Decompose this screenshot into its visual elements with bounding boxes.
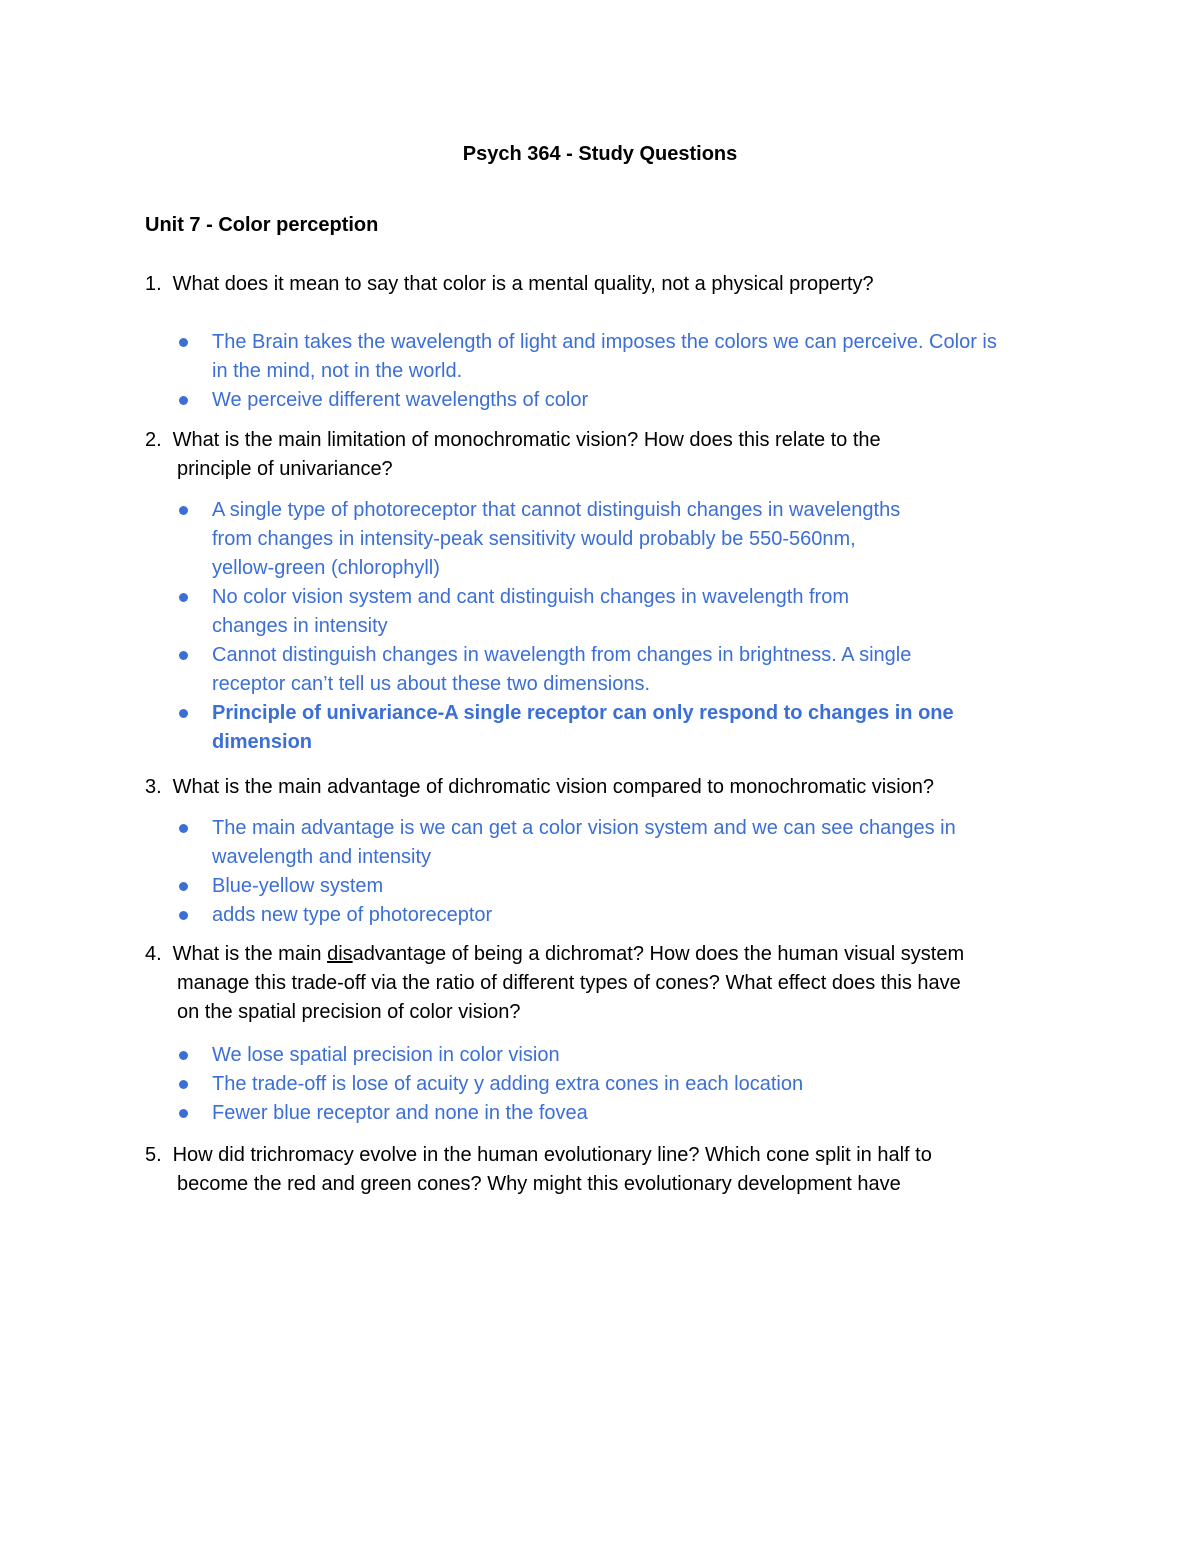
answer-item [178, 901, 1038, 930]
question-text: become the red and green cones? Why might this evolutionary development have [177, 1173, 901, 1195]
answer-line: The Brain takes the wavelength of light and imposes the colors we can perceive. Color is [212, 331, 997, 353]
answer-line: Cannot distinguish changes in wavelength from changes in brightness. A single [212, 644, 912, 666]
answer-line: Fewer blue receptor and none in the fovea [212, 1102, 588, 1124]
answer-list-3 [178, 814, 1038, 930]
question-number: 1. [145, 273, 162, 295]
answer-line: wavelength and intensity [212, 846, 432, 868]
answer-item [178, 872, 1038, 901]
answer-line: A single type of photoreceptor that cannot distinguish changes in wavelengths [212, 499, 901, 521]
answer-line: No color vision system and cant distinguish changes in wavelength from [212, 586, 849, 608]
answer-item [178, 1099, 1038, 1128]
bullet-icon [179, 1109, 188, 1118]
bullet-icon [179, 709, 188, 718]
question-text: principle of univariance? [177, 458, 393, 480]
answer-item [178, 386, 1038, 415]
answer-item [178, 328, 1038, 386]
bullet-icon [179, 396, 188, 405]
answer-line: Blue-yellow system [212, 875, 384, 897]
bullet-icon [179, 651, 188, 660]
question-text: What is the main limitation of monochromatic vision? How does this relate to the [172, 429, 881, 451]
answer-item [178, 814, 1038, 872]
answer-line: We lose spatial precision in color vision [212, 1044, 560, 1066]
answer-line: changes in intensity [212, 615, 388, 637]
unit-heading: Unit 7 - Color perception [145, 214, 379, 236]
question-text: What is the main advantage of dichromatic vision compared to monochromatic vision? [172, 776, 935, 798]
question-5 [145, 1141, 1055, 1199]
answer-item [178, 1070, 1038, 1099]
answer-line: We perceive different wavelengths of color [212, 389, 589, 411]
bullet-icon [179, 593, 188, 602]
underlined-text: dis [327, 943, 353, 965]
question-number: 4. [145, 943, 162, 965]
bullet-icon [179, 911, 188, 920]
answer-item [178, 496, 1038, 583]
bullet-icon [179, 506, 188, 515]
answer-list-2 [178, 496, 1038, 757]
answer-line: yellow-green (chlorophyll) [212, 557, 440, 579]
bullet-icon [179, 882, 188, 891]
question-text: on the spatial precision of color vision? [177, 1001, 521, 1023]
answer-item [178, 699, 1038, 757]
question-3 [145, 773, 1055, 802]
question-text: What does it mean to say that color is a mental quality, not a physical property? [172, 273, 874, 295]
answer-line: The main advantage is we can get a color vision system and we can see changes in [212, 817, 956, 839]
answer-line: dimension [212, 731, 313, 753]
question-2 [145, 426, 1055, 484]
question-number: 2. [145, 429, 162, 451]
question-text: How did trichromacy evolve in the human evolutionary line? Which cone split in half to [172, 1144, 932, 1166]
answer-line: Principle of univariance-A single receptor can only respond to changes in one [212, 702, 954, 724]
bullet-icon [179, 1051, 188, 1060]
answer-item [178, 583, 1038, 641]
answer-item [178, 641, 1038, 699]
answer-item [178, 1041, 1038, 1070]
question-1 [145, 270, 1055, 299]
answer-line: in the mind, not in the world. [212, 360, 463, 382]
answer-line: from changes in intensity-peak sensitivity would probably be 550-560nm, [212, 528, 856, 550]
answer-list-1 [178, 328, 1038, 415]
question-text: advantage of being a dichromat? How does the human visual system [352, 943, 965, 965]
question-4 [145, 940, 1055, 1027]
answer-line: adds new type of photoreceptor [212, 904, 493, 926]
question-text: manage this trade-off via the ratio of different types of cones? What effect does this have [177, 972, 961, 994]
bullet-icon [179, 338, 188, 347]
bullet-icon [179, 824, 188, 833]
answer-line: receptor can’t tell us about these two dimensions. [212, 673, 651, 695]
answer-list-4 [178, 1041, 1038, 1128]
answer-line: The trade-off is lose of acuity y adding extra cones in each location [212, 1073, 804, 1095]
bullet-icon [179, 1080, 188, 1089]
question-text: What is the main [172, 943, 328, 965]
question-number: 5. [145, 1144, 162, 1166]
document-title: Psych 364 - Study Questions [462, 143, 738, 165]
question-number: 3. [145, 776, 162, 798]
